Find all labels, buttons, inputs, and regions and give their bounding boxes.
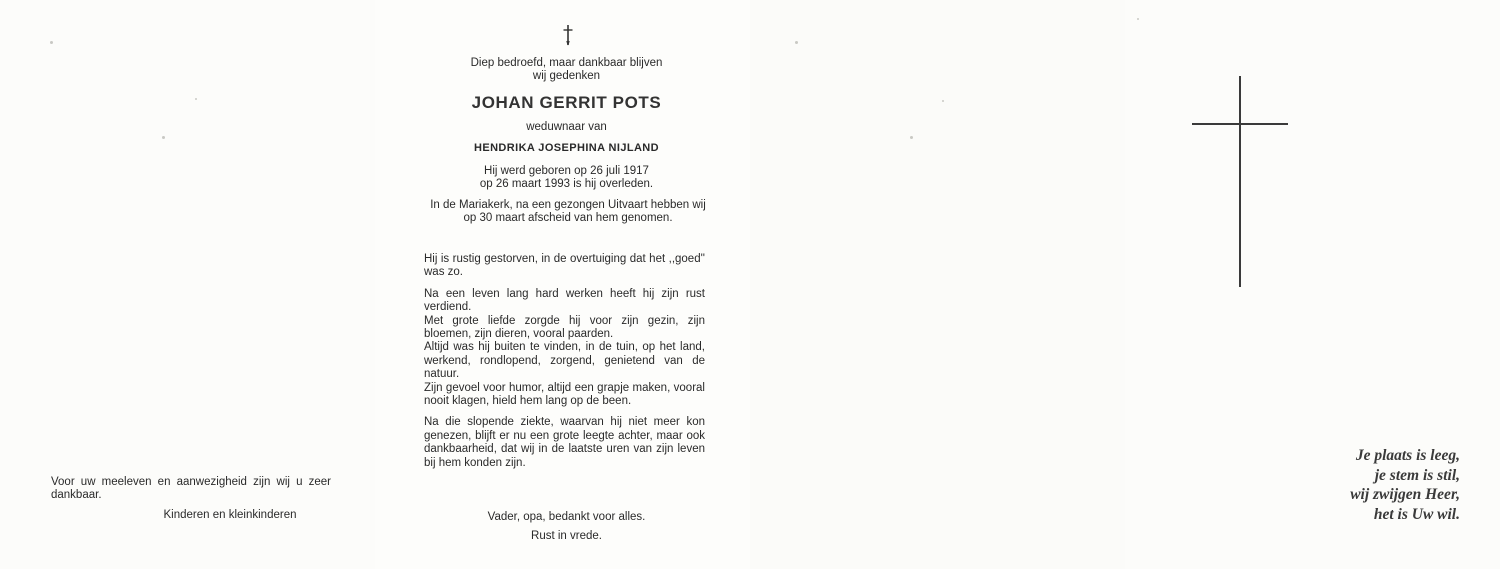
closing-thanks: Vader, opa, bedankt voor alles. [487,511,646,523]
deceased-name: JOHAN GERRIT POTS [471,93,662,112]
intro-line: Diep bedroefd, maar dankbaar blijven [470,57,663,69]
poem [1305,446,1460,524]
thanks-text: Voor uw meeleven en aanwezigheid zijn wij u zeer dankbaar. [51,476,331,502]
paper-speck [1137,18,1139,20]
paper-speck [50,41,53,44]
paper-speck [942,100,944,102]
paper-speck [910,136,913,139]
spouse-name: HENDRIKA JOSEPHINA NIJLAND [474,142,659,154]
family-signature: Kinderen en kleinkinderen [163,509,297,521]
poem-line: je stem is stil, [1374,466,1460,484]
panel-left [0,0,375,569]
dagger-icon [562,24,574,46]
poem-line: het is Uw wil. [1373,505,1460,523]
closing-rest-in-peace: Rust in vrede. [531,530,602,542]
panel-blank [750,0,1125,569]
memorial-paragraph: Hij is rustig gestorven, in de overtuiging dat het ,,goed'' was zo. [424,253,705,279]
intro-text [455,57,678,84]
paper-speck [162,136,165,139]
cross-icon [1192,76,1288,287]
paper-speck [195,98,197,100]
intro-line: wij gedenken [532,70,601,83]
death-line: op 26 maart 1993 is hij overleden. [479,178,654,191]
memorial-body [424,253,705,478]
memorial-paragraph: Na een leven lang hard werken heeft hij zijn rust verdiend. Met grote liefde zorgde hij voor zijn gezin, zijn bloemen, zijn dieren, vooral paarden. Altijd was hij buiten te vinden, in de tuin, op het land, werkend, rondlopend, zorgend, genietend van de natuur. Zijn gevoel voor humor, altijd een grapje maken, vooral nooit klagen, hield hem lang op de been. [424,287,705,408]
funeral-text: In de Mariakerk, na een gezongen Uitvaart hebben wij op 30 maart afscheid van hem genomen. [430,199,706,225]
poem-line: wij zwijgen Heer, [1350,486,1460,503]
memorial-paragraph: Na die slopende ziekte, waarvan hij niet meer kon genezen, blijft er nu een grote leegte achter, maar ook dankbaarheid, dat wij in de laatste uren van zijn leven bij hem konden zijn. [424,416,705,469]
panel-poem [1125,0,1500,569]
paper-speck [795,41,798,44]
panel-obituary [375,0,750,569]
poem-line: Je plaats is leeg, [1355,447,1460,464]
birth-line: Hij werd geboren op 26 juli 1917 [484,165,649,177]
widower-of-text: weduwnaar van [526,121,607,133]
life-dates [455,165,678,192]
